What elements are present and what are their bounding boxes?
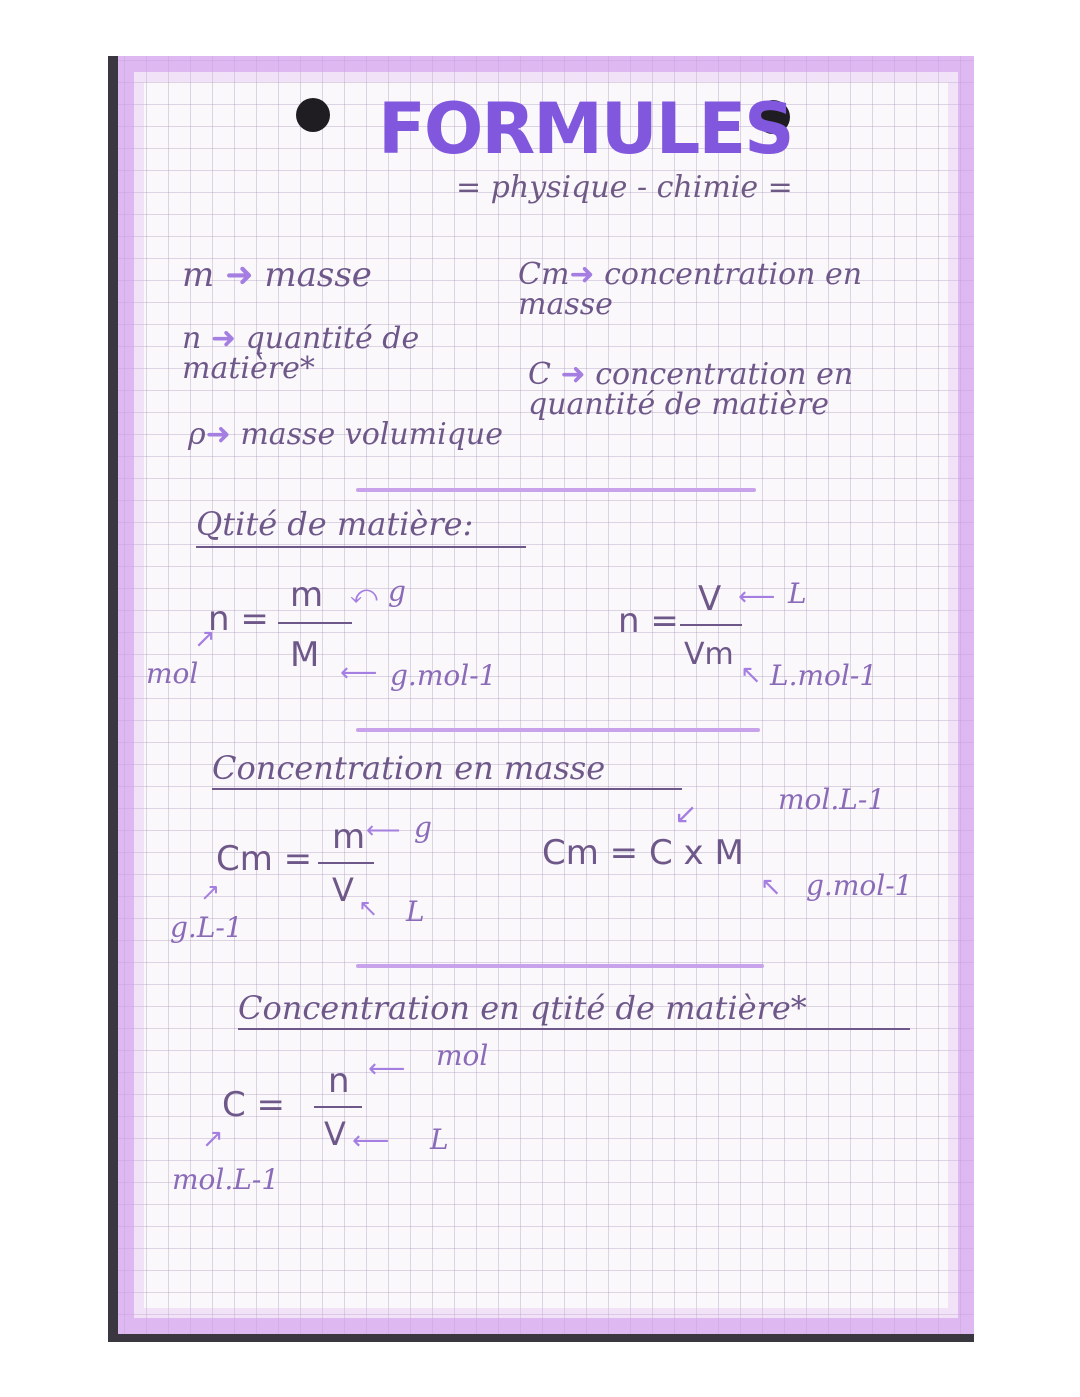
unit-g-mol: g.mol-1	[806, 869, 913, 902]
formula-c-lhs: C =	[222, 1085, 286, 1125]
unit-mol: mol	[146, 657, 199, 690]
unit-mol: mol	[436, 1039, 489, 1072]
fraction-bar	[680, 624, 742, 626]
unit-arrow: ↗	[194, 624, 216, 654]
legend-item-c: C ➜ concentration en quantité de matière	[528, 357, 854, 422]
unit-arrow: ↖	[760, 872, 782, 902]
unit-arrow: ↗	[202, 1124, 224, 1154]
formula-n-num: m	[290, 575, 324, 615]
unit-arrow: ↖	[740, 660, 762, 690]
section-heading-underline	[196, 546, 526, 548]
divider-1	[356, 488, 756, 492]
legend-item-n: n ➜ quantité de matière*	[182, 321, 420, 386]
unit-arrow: ↗	[200, 878, 221, 906]
punch-hole-left	[296, 98, 330, 132]
formula-nv-den: Vm	[684, 637, 734, 672]
formula-c-den: V	[324, 1115, 346, 1153]
unit-arrow: ⟵	[368, 1054, 406, 1084]
fraction-bar	[314, 1106, 362, 1108]
page-subtitle: = physique - chimie =	[456, 170, 793, 205]
unit-arrow: ⟵	[738, 582, 776, 612]
unit-g-l: g.L-1	[170, 911, 243, 944]
section-heading-underline	[238, 1028, 910, 1030]
legend-item-m: m ➜ masse	[182, 255, 372, 295]
formula-n-lhs: n =	[208, 599, 269, 639]
unit-l-mol: L.mol-1	[770, 659, 878, 692]
unit-l: L	[788, 577, 807, 610]
unit-mol-l: mol.L-1	[778, 783, 886, 816]
formula-n-den: M	[290, 635, 320, 675]
formula-cm-lhs: Cm =	[216, 839, 313, 879]
formula-cm-c-m: Cm = C x M	[542, 833, 744, 873]
formula-nv-num: V	[698, 579, 722, 619]
unit-g-mol: g.mol-1	[390, 659, 497, 692]
fraction-bar	[318, 862, 374, 864]
section-heading-quantite: Qtité de matière:	[196, 505, 474, 543]
unit-g: g	[414, 811, 432, 844]
divider-3	[356, 964, 764, 968]
unit-g: g	[388, 575, 406, 608]
page-title: FORMULES	[378, 88, 793, 170]
fraction-bar	[278, 622, 352, 624]
unit-arrow: ↖	[358, 894, 379, 922]
section-heading-c: Concentration en qtité de matière*	[238, 989, 807, 1027]
unit-arrow: ⟵	[352, 1126, 390, 1156]
notebook-page	[118, 56, 974, 1334]
unit-mol-l: mol.L-1	[172, 1163, 280, 1196]
unit-l: L	[430, 1123, 449, 1156]
legend-item-rho: ρ➜ masse volumique	[188, 417, 503, 452]
formula-cm-num: m	[332, 817, 366, 857]
divider-2	[356, 728, 760, 732]
unit-arrow: ⟵	[366, 816, 401, 844]
unit-arrow: ↙	[674, 797, 698, 830]
unit-arrow: ⤺	[350, 580, 378, 610]
formula-cm-den: V	[332, 871, 354, 909]
section-heading-cm: Concentration en masse	[212, 749, 606, 787]
formula-c-num: n	[328, 1061, 350, 1101]
unit-l: L	[406, 895, 425, 928]
section-heading-underline	[212, 788, 682, 790]
unit-arrow: ⟵	[340, 658, 378, 688]
formula-nv-lhs: n =	[618, 601, 679, 641]
legend-item-cm: Cm➜ concentration en masse	[518, 257, 863, 322]
